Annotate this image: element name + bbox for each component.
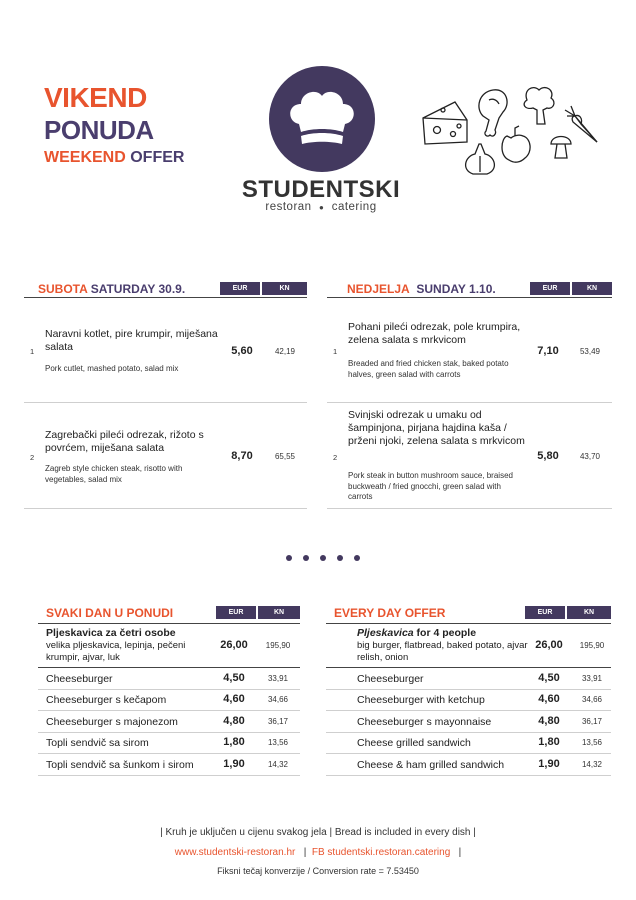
saturday-item-1-eur: 5,60	[231, 345, 253, 357]
header-ponuda: PONUDA	[44, 115, 154, 145]
brand-name: STUDENTSKI	[241, 176, 401, 203]
sunday-item-2-eur: 5,80	[537, 450, 559, 462]
food-illustrations	[415, 80, 605, 175]
sunday-item-2-en: Pork steak in button mushroom sauce, braised buckweath / fried gnocchi, green salad with carrots	[348, 471, 513, 501]
sunday-title-hr: NEDJELJA	[347, 282, 410, 296]
saturday-item-1-hr: Naravni kotlet, pire krumpir, miješana salata	[45, 328, 218, 353]
divider-dot	[286, 555, 292, 561]
everyday-en-kn-header: KN	[567, 606, 611, 619]
divider-dot	[320, 555, 326, 561]
saturday-bottom-rule	[24, 508, 307, 509]
menu-row-eur: 1,90	[538, 757, 560, 770]
menu-row-kn: 36,17	[267, 716, 289, 726]
everyday-en-featured-desc: big burger, flatbread, baked potato, ajvar relish, onion	[357, 640, 528, 663]
menu-row-divider	[326, 775, 611, 776]
menu-row-eur: 4,60	[538, 693, 560, 706]
pepper-icon	[502, 126, 530, 162]
saturday-title-hr: SUBOTA	[38, 282, 88, 296]
saturday-header	[24, 282, 307, 296]
menu-row-name: Cheeseburger s mayonnaise	[357, 715, 492, 728]
sunday-header	[327, 282, 612, 296]
sunday-bottom-rule	[327, 508, 612, 509]
everyday-en-featured-name	[357, 627, 537, 639]
sunday-kn-header: KN	[572, 282, 612, 295]
saturday-item-2-en: Zagreb style chicken steak, risotto with vegetables, salad mix	[45, 464, 183, 484]
menu-row-kn: 34,66	[581, 695, 603, 705]
everyday-hr-header	[38, 606, 300, 620]
everyday-hr-featured-desc: velika pljeskavica, lepinja, pečeni krumpir, ajvar, luk	[46, 640, 186, 663]
saturday-kn-header: KN	[262, 282, 307, 295]
sunday-item-1-number: 1	[333, 347, 338, 356]
divider-dot	[337, 555, 343, 561]
menu-row-divider	[38, 775, 300, 776]
saturday-item-1-kn: 42,19	[274, 347, 296, 356]
everyday-en-rule	[326, 623, 611, 624]
everyday-en-featured-rule	[326, 667, 611, 668]
everyday-hr-eur-header: EUR	[216, 606, 256, 619]
saturday-item-2-eur: 8,70	[231, 450, 253, 462]
everyday-en-header	[326, 606, 611, 620]
logo-circle	[269, 66, 375, 172]
header-weekend-offer	[44, 149, 184, 167]
saturday-divider	[24, 402, 307, 403]
mushroom-icon	[551, 137, 571, 159]
sunday-item-1-en: Breaded and fried chicken stak, baked potato halves, green salad with carrots	[348, 359, 509, 379]
everyday-en-featured-name-rest: for 4 people	[413, 627, 477, 639]
sunday-divider	[327, 402, 612, 403]
menu-row-kn: 33,91	[267, 674, 289, 683]
menu-row-divider	[326, 689, 611, 690]
menu-row-name: Cheeseburger	[46, 673, 113, 685]
menu-row-divider	[38, 753, 300, 754]
divider-dot	[354, 555, 360, 561]
footer-conversion-rate: Fiksni tečaj konverzije / Conversion rate = 7.53450	[217, 866, 419, 876]
saturday-item-1-en: Pork cutlet, mashed potato, salad mix	[45, 364, 179, 373]
menu-row-eur: 4,80	[538, 714, 560, 727]
sunday-item-1-eur: 7,10	[537, 345, 559, 357]
chicken-leg-icon	[479, 90, 507, 136]
menu-row-eur: 4,60	[223, 693, 245, 706]
brand-sub-catering: catering	[331, 201, 377, 213]
garlic-icon	[466, 144, 495, 174]
menu-row-divider	[38, 689, 300, 690]
menu-row-kn: 34,66	[267, 695, 289, 705]
everyday-hr-featured-rule	[38, 667, 300, 668]
saturday-item-2-kn: 65,55	[274, 452, 296, 461]
menu-row-kn: 14,32	[581, 759, 603, 769]
menu-row-name: Topli sendvič sa sirom	[46, 737, 149, 750]
broccoli-icon	[524, 88, 554, 124]
footer-links	[0, 847, 636, 858]
menu-row-kn: 14,32	[267, 759, 289, 769]
saturday-item-2-number: 2	[30, 453, 35, 462]
menu-row-eur: 4,50	[538, 672, 560, 684]
saturday-item-1-number: 1	[30, 347, 35, 356]
header-vikend: VIKEND	[44, 82, 147, 113]
menu-row-name: Topli sendvič sa šunkom i sirom	[46, 758, 194, 771]
sunday-item-2-hr: Svinjski odrezak u umaku od šampinjona, pirjana hajdina kaša / prženi njoki, zelena salata s mrkvicom	[348, 409, 525, 447]
everyday-en-featured-eur: 26,00	[535, 639, 563, 651]
divider-dot	[303, 555, 309, 561]
brand-sub-separator: ●	[318, 203, 325, 212]
sunday-item-2-kn: 43,70	[579, 452, 601, 461]
header-offer: OFFER	[130, 149, 185, 166]
sunday-eur-header: EUR	[530, 282, 570, 295]
footer-separator-end: |	[458, 847, 462, 858]
sunday-rule	[327, 297, 612, 298]
menu-row-divider	[326, 710, 611, 711]
brand-subtitle	[230, 201, 412, 213]
sunday-item-1-kn: 53,49	[579, 347, 601, 356]
carrot-icon	[565, 106, 597, 142]
menu-row-name: Cheeseburger s majonezom	[46, 715, 178, 728]
everyday-hr-rule	[38, 623, 300, 624]
menu-row-name: Cheese & ham grilled sandwich	[357, 758, 505, 771]
menu-row-divider	[38, 710, 300, 711]
saturday-title	[38, 282, 185, 296]
menu-row-name: Cheese grilled sandwich	[357, 737, 471, 750]
menu-row-eur: 1,80	[223, 736, 245, 749]
everyday-hr-kn-header: KN	[258, 606, 300, 619]
menu-row-kn: 36,17	[581, 716, 603, 726]
cheese-icon	[423, 102, 467, 144]
footer-facebook-link[interactable]: FB studentski.restoran.catering	[311, 847, 451, 858]
chef-hat-icon	[269, 66, 375, 172]
everyday-en-featured-name-italic: Pljeskavica	[357, 627, 414, 639]
menu-row-eur: 1,90	[223, 757, 245, 770]
header-weekend: WEEKEND	[44, 149, 126, 166]
everyday-hr-featured-eur: 26,00	[220, 639, 248, 651]
saturday-eur-header: EUR	[220, 282, 260, 295]
menu-row-eur: 4,80	[223, 714, 245, 727]
menu-row-divider	[326, 753, 611, 754]
saturday-title-en: SATURDAY 30.9.	[90, 282, 186, 296]
sunday-title	[347, 282, 496, 296]
everyday-en-featured-kn: 195,90	[579, 641, 605, 650]
everyday-hr-featured-kn: 195,90	[265, 641, 291, 650]
menu-row-kn: 13,56	[581, 738, 603, 748]
menu-row-eur: 1,80	[538, 736, 560, 749]
brand-sub-restoran: restoran	[265, 201, 312, 213]
menu-row-name: Cheeseburger with ketchup	[357, 694, 485, 707]
everyday-hr-featured-name: Pljeskavica za četri osobe	[46, 627, 176, 639]
everyday-en-eur-header: EUR	[525, 606, 565, 619]
sunday-title-en: SUNDAY 1.10.	[416, 282, 496, 296]
everyday-hr-title: SVAKI DAN U PONUDI	[46, 606, 174, 620]
menu-row-divider	[326, 732, 611, 733]
sunday-item-2-number: 2	[333, 453, 338, 462]
everyday-en-title: EVERY DAY OFFER	[334, 606, 446, 620]
saturday-rule	[24, 297, 307, 298]
menu-row-divider	[38, 732, 300, 733]
sunday-item-1-hr: Pohani pileći odrezak, pole krumpira, zelena salata s mrkvicom	[348, 321, 521, 346]
menu-row-name: Cheeseburger s kečapom	[46, 694, 167, 707]
menu-row-name: Cheeseburger	[357, 673, 424, 685]
footer-bread-note: | Kruh je uključen u cijenu svakog jela | Bread is included in every dish |	[160, 827, 476, 838]
saturday-item-2-hr: Zagrebački pileći odrezak, rižoto s povrćem, miješana salata	[45, 429, 204, 454]
menu-row-kn: 13,56	[267, 738, 289, 748]
menu-row-eur: 4,50	[223, 672, 245, 684]
menu-row-kn: 33,91	[581, 674, 603, 683]
footer-website-link[interactable]: www.studentski-restoran.hr	[174, 847, 296, 858]
footer-separator: |	[303, 847, 307, 858]
